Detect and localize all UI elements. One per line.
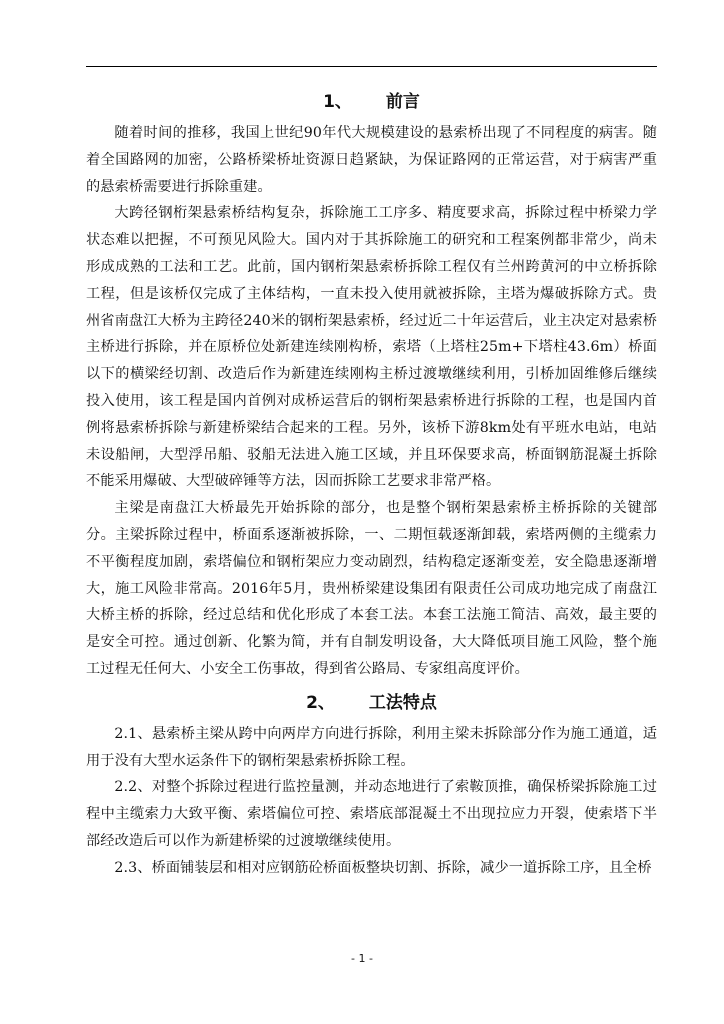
section-2-title: 工法特点: [368, 692, 437, 713]
section-2-paragraph-3: 2.3、桥面铺装层和相对应钢筋砼桥面板整块切割、拆除，减少一道拆除工序，且全桥: [114, 859, 652, 876]
section-1-paragraph-3: 主梁是南盘江大桥最先开始拆除的部分，也是整个钢桁架悬索桥主桥拆除的关键部分。主梁拆除过程中，桥面系逐渐被拆除，一、二期恒载逐渐卸载，索塔两侧的主缆索力不平衡程度加剧，索塔偏位和钢桁架应力变动剧烈，结构稳定逐渐变差，安全隐患逐渐增大，施工风险非常高。2016年5月，贵州桥梁建设集团有限责任公司成功地完成了南盘江大桥主桥的拆除，经过总结和优化形成了本套工法。本套工法施工简洁、高效，最主要的是安全可控。通过创新、化繁为简，并有自制发明设备，大大降低项目施工风险，整个施工过程无任何大、小安全工伤事故，得到省公路局、专家组高度评价。: [86, 500, 657, 677]
section-2-paragraph-2: 2.2、对整个拆除过程进行监控量测，并动态地进行了索鞍顶推，确保桥梁拆除施工过程中主缆索力大致平衡、索塔偏位可控、索塔底部混凝土不出现拉应力开裂，使索塔下半部经改造后可以作为新建桥梁的过渡墩继续使用。: [86, 779, 657, 849]
section-1-paragraph-2: 大跨径钢桁架悬索桥结构复杂，拆除施工工序多、精度要求高，拆除过程中桥梁力学状态难以把握，不可预见风险大。国内对于其拆除施工的研究和工程案例都非常少，尚未形成成熟的工法和工艺。此前，国内钢桁架悬索桥拆除工程仅有兰州跨黄河的中立桥拆除工程，但是该桥仅完成了主体结构，一直未投入使用就被拆除，主塔为爆破拆除方式。贵州省南盘江大桥为主跨径240米的钢桁架悬索桥，经过近二十年运营后，业主决定对悬索桥主桥进行拆除，并在原桥位处新建连续刚构桥，索塔（上塔柱25m+下塔柱43.6m）桥面以下的横梁经切割、改造后作为新建连续刚构主桥过渡墩继续利用，引桥加固维修后继续投入使用，该工程是国内首例对成桥运营后的钢桁架悬索桥进行拆除的工程，也是国内首例将悬索桥拆除与新建桥梁结合起来的工程。另外，该桥下游8km处有平班水电站，电站未设船闸，大型浮吊船、驳船无法进入施工区域，并且环保要求高，桥面钢筋混凝土拆除不能采用爆破、大型破碎锤等方法，因而拆除工艺要求非常严格。: [86, 205, 657, 490]
section-1-heading: [86, 84, 657, 120]
section-2-heading: [86, 685, 657, 721]
section-2-number: 2、: [306, 692, 335, 713]
page-number: - 1 -: [351, 952, 373, 965]
section-1-paragraph-1: 随着时间的推移，我国上世纪90年代大规模建设的悬索桥出现了不同程度的病害。随着全国路网的加密，公路桥梁桥址资源日趋紧缺，为保证路网的正常运营，对于病害严重的悬索桥需要进行拆除重建。: [86, 125, 657, 195]
page-content: [86, 84, 657, 882]
section-2-paragraph-1: 2.1、悬索桥主梁从跨中向两岸方向进行拆除，利用主梁未拆除部分作为施工通道，适用于没有大型水运条件下的钢桁架悬索桥拆除工程。: [86, 725, 657, 769]
section-1-title: 前言: [385, 92, 420, 112]
section-1-number: 1、: [323, 92, 352, 112]
header-rule: [86, 66, 657, 67]
